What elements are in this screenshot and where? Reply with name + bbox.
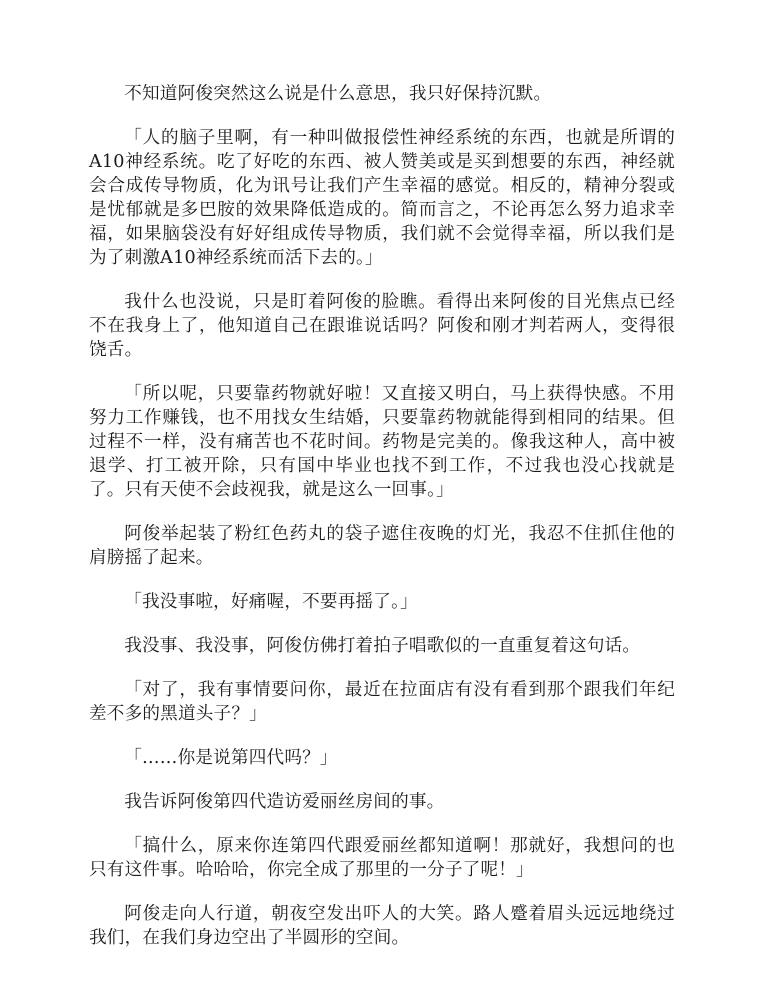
- paragraph: 不知道阿俊突然这么说是什么意思，我只好保持沉默。: [124, 84, 552, 104]
- document-body: [89, 82, 675, 970]
- paragraph: 「我没事啦，好痛喔，不要再摇了。」: [124, 592, 418, 612]
- paragraph: 我什么也没说，只是盯着阿俊的脸瞧。看得出来阿俊的目光焦点已经不在我身上了，他知道自己在跟谁说话吗？阿俊和刚才判若两人，变得很饶舌。: [89, 292, 675, 360]
- paragraph: 「……你是说第四代吗？」: [124, 748, 338, 768]
- paragraph: 阿俊走向人行道，朝夜空发出吓人的大笑。路人蹙着眉头远远地绕过我们，在我们身边空出了半圆形的空间。: [89, 904, 675, 948]
- paragraph: 我告诉阿俊第四代造访爱丽丝房间的事。: [124, 792, 445, 812]
- paragraph: 「对了，我有事情要问你，最近在拉面店有没有看到那个跟我们年纪差不多的黑道头子？」: [89, 680, 675, 724]
- paragraph: 阿俊举起装了粉红色药丸的袋子遮住夜晚的灯光，我忍不住抓住他的肩膀摇了起来。: [89, 524, 675, 568]
- paragraph: 「搞什么，原来你连第四代跟爱丽丝都知道啊！那就好，我想问的也只有这件事。哈哈哈，你完全成了那里的一分子了呢！」: [89, 836, 675, 880]
- paragraph: 「人的脑子里啊，有一种叫做报偿性神经系统的东西，也就是所谓的A10神经系统。吃了好吃的东西、被人赞美或是买到想要的东西，神经就会合成传导物质，化为讯号让我们产生幸福的感觉。相反的，精神分裂或是忧郁就是多巴胺的效果降低造成的。简而言之，不论再怎么努力追求幸福，如果脑袋没有好好组成传导物质，我们就不会觉得幸福，所以我们是为了刺激A10神经系统而活下去的。」: [89, 128, 675, 268]
- paragraph: 我没事、我没事，阿俊仿佛打着拍子唱歌似的一直重复着这句话。: [124, 636, 641, 656]
- paragraph: 「所以呢，只要靠药物就好啦！又直接又明白，马上获得快感。不用努力工作赚钱，也不用找女生结婚，只要靠药物就能得到相同的结果。但过程不一样，没有痛苦也不花时间。药物是完美的。像我这种人，高中被退学、打工被开除，只有国中毕业也找不到工作，不过我也没心找就是了。只有天使不会歧视我，就是这么一回事。」: [89, 384, 675, 500]
